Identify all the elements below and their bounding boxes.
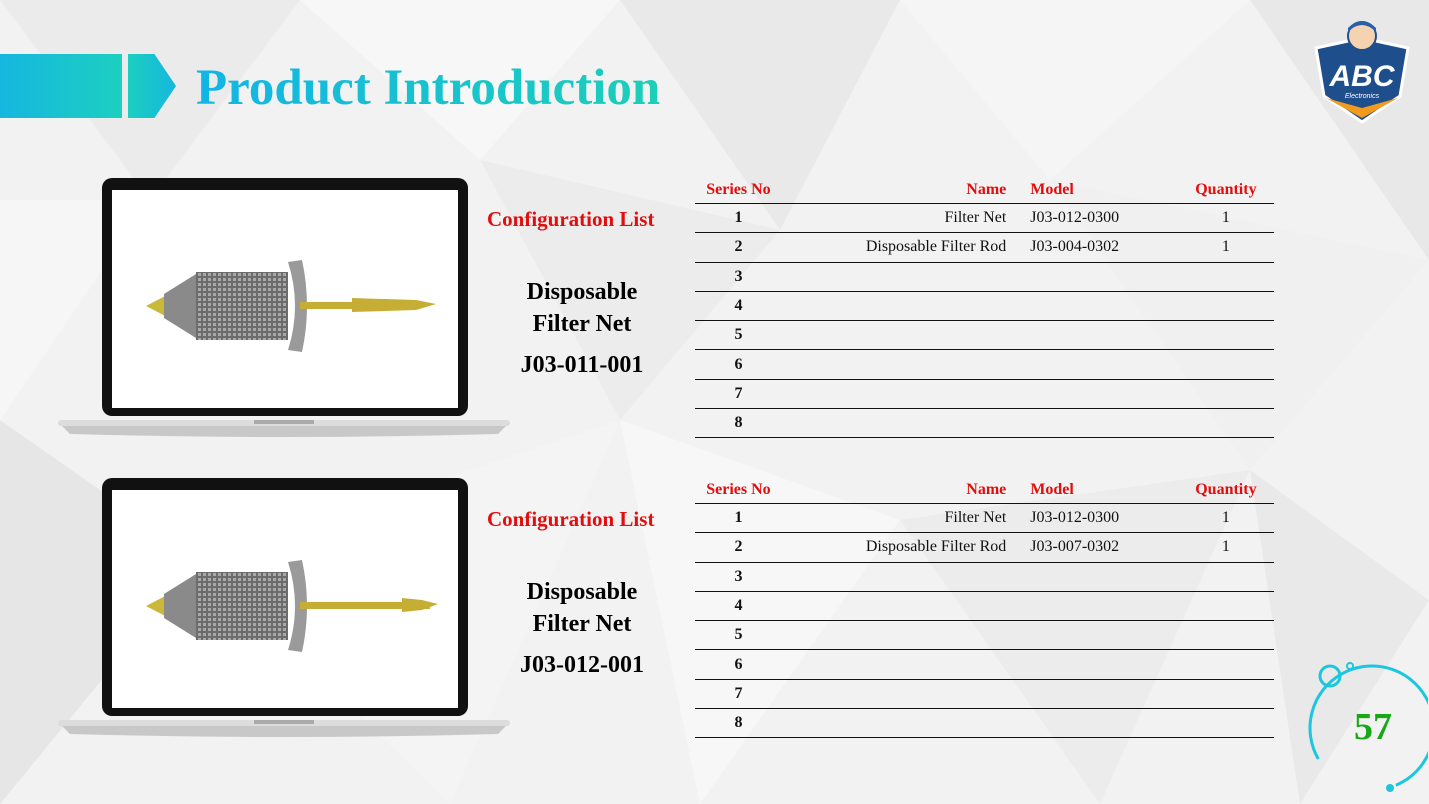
col-model: Model [1022,176,1178,204]
model-cell: J03-004-0302 [1022,233,1178,262]
series-no-cell: 2 [695,233,782,262]
model-cell: J03-012-0300 [1022,204,1178,233]
name-cell [782,591,1022,620]
model-cell [1022,321,1178,350]
series-no-cell: 4 [695,291,782,320]
config-list-label-1: Configuration List [487,207,655,231]
name-cell: Disposable Filter Rod [782,233,1022,262]
name-cell [782,621,1022,650]
series-no-cell: 1 [695,204,782,233]
model-cell [1022,591,1178,620]
table-row [695,409,1274,438]
series-no-cell: 8 [695,709,782,738]
quantity-cell: 1 [1178,233,1274,262]
table-row [695,262,1274,291]
quantity-cell [1178,709,1274,738]
page-title: Product Introduction [196,56,660,120]
product-name-1 [492,276,672,340]
series-no-cell: 1 [695,504,782,533]
series-no-cell: 5 [695,621,782,650]
series-no-cell: 5 [695,321,782,350]
model-cell: J03-012-0300 [1022,504,1178,533]
model-cell [1022,262,1178,291]
series-no-cell: 4 [695,591,782,620]
name-cell: Filter Net [782,504,1022,533]
table-row [695,233,1274,262]
quantity-cell: 1 [1178,204,1274,233]
quantity-cell [1178,291,1274,320]
quantity-cell [1178,679,1274,708]
product-name-2 [492,576,672,640]
name-cell [782,679,1022,708]
name-cell [782,291,1022,320]
product-name-line1: Disposable [526,579,638,605]
col-model: Model [1022,476,1178,504]
model-cell [1022,291,1178,320]
series-no-cell: 8 [695,409,782,438]
series-no-cell: 3 [695,262,782,291]
name-cell [782,709,1022,738]
product-name-line2: Filter Net [532,611,632,637]
name-cell [782,321,1022,350]
name-cell [782,650,1022,679]
table-row [695,533,1274,562]
quantity-cell [1178,350,1274,379]
series-no-cell: 6 [695,350,782,379]
col-series-no: Series No [695,176,782,204]
series-no-cell: 7 [695,379,782,408]
name-cell [782,409,1022,438]
name-cell [782,379,1022,408]
quantity-cell: 1 [1178,504,1274,533]
table-row [695,679,1274,708]
filter-net-image-2 [112,492,452,706]
table-row [695,204,1274,233]
table-body-1 [695,204,1274,438]
model-cell: J03-007-0302 [1022,533,1178,562]
col-name: Name [782,476,1022,504]
product-model-2: J03-012-001 [520,652,644,678]
table-row [695,709,1274,738]
table-row [695,321,1274,350]
series-no-cell: 3 [695,562,782,591]
quantity-cell [1178,321,1274,350]
quantity-cell [1178,650,1274,679]
table-row [695,562,1274,591]
quantity-cell [1178,409,1274,438]
name-cell [782,262,1022,291]
config-table-1 [695,176,1274,438]
product-name-line2: Filter Net [532,311,632,337]
filter-net-image-1 [112,192,452,406]
table-row [695,291,1274,320]
quantity-cell [1178,591,1274,620]
table-header-row [695,176,1274,204]
series-no-cell: 2 [695,533,782,562]
table-row [695,621,1274,650]
model-cell [1022,350,1178,379]
header-accent-bar [0,54,122,118]
config-table-2 [695,476,1274,738]
table-row [695,650,1274,679]
quantity-cell [1178,262,1274,291]
series-no-cell: 6 [695,650,782,679]
model-cell [1022,621,1178,650]
quantity-cell: 1 [1178,533,1274,562]
model-cell [1022,709,1178,738]
table-body-2 [695,504,1274,738]
company-logo [1312,18,1412,124]
model-cell [1022,409,1178,438]
name-cell [782,562,1022,591]
table-row [695,379,1274,408]
col-name: Name [782,176,1022,204]
model-cell [1022,650,1178,679]
table-row [695,504,1274,533]
table-row [695,350,1274,379]
name-cell: Filter Net [782,204,1022,233]
svg-text:ABC: ABC [1329,60,1395,93]
col-series-no: Series No [695,476,782,504]
col-quantity: Quantity [1178,476,1274,504]
quantity-cell [1178,379,1274,408]
col-quantity: Quantity [1178,176,1274,204]
svg-text:Electronics: Electronics [1344,93,1380,100]
name-cell [782,350,1022,379]
quantity-cell [1178,621,1274,650]
product-name-line1: Disposable [526,279,638,305]
config-list-label-2: Configuration List [487,507,655,531]
model-cell [1022,379,1178,408]
product-model-1: J03-011-001 [520,352,644,378]
quantity-cell [1178,562,1274,591]
name-cell: Disposable Filter Rod [782,533,1022,562]
table-row [695,591,1274,620]
page-number: 57 [1354,706,1392,748]
model-cell [1022,562,1178,591]
table-header-row [695,476,1274,504]
series-no-cell: 7 [695,679,782,708]
model-cell [1022,679,1178,708]
